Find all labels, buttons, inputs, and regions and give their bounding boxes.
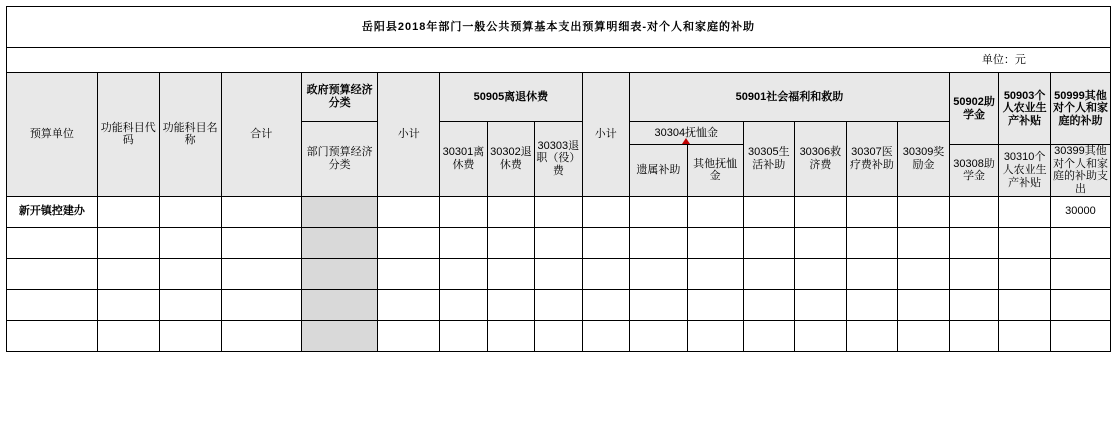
cell-50999[interactable] (1050, 258, 1110, 289)
cell-30306[interactable] (795, 289, 847, 320)
cell-50903[interactable] (999, 196, 1051, 227)
th-gov-budget-econ-class: 政府预算经济分类 (302, 73, 378, 122)
cell-30307[interactable] (846, 258, 898, 289)
table-row[interactable] (7, 227, 1111, 258)
cell-30305[interactable] (743, 320, 795, 351)
cell-50903[interactable] (999, 289, 1051, 320)
cell-function-code[interactable] (97, 196, 159, 227)
unit-label: 单位：元 (898, 48, 1111, 73)
cell-30304-yishu[interactable] (630, 227, 688, 258)
cell-50999[interactable] (1050, 289, 1110, 320)
cell-gov-econ[interactable] (302, 258, 378, 289)
cell-30302[interactable] (487, 196, 534, 227)
th-30302: 30302退休费 (487, 122, 534, 197)
cell-function-name[interactable] (159, 320, 221, 351)
cell-30309[interactable] (898, 196, 950, 227)
cell-30307[interactable] (846, 227, 898, 258)
cell-30306[interactable] (795, 196, 847, 227)
th-group-50903: 50903个人农业生产补贴 (999, 73, 1051, 145)
cell-30309[interactable] (898, 320, 950, 351)
cell-function-code[interactable] (97, 320, 159, 351)
cell-30307[interactable] (846, 289, 898, 320)
cell-30301[interactable] (440, 258, 487, 289)
unit-row-spacer (7, 48, 898, 73)
cell-subtotal-50901[interactable] (582, 258, 629, 289)
cell-function-code[interactable] (97, 227, 159, 258)
cell-subtotal-50901[interactable] (582, 196, 629, 227)
cell-subtotal-50901[interactable] (582, 320, 629, 351)
cell-30309[interactable] (898, 289, 950, 320)
th-30309: 30309奖励金 (898, 122, 950, 197)
cell-budget-unit[interactable] (7, 258, 98, 289)
th-group-50905: 50905离退休费 (440, 73, 582, 122)
th-function-name: 功能科目名称 (159, 73, 221, 197)
cell-30303[interactable] (535, 289, 582, 320)
th-50999-sub: 30399其他对个人和家庭的补助支出 (1050, 145, 1110, 197)
th-30307: 30307医疗费补助 (846, 122, 898, 197)
th-subtotal-50905: 小计 (378, 73, 440, 197)
cell-subtotal-50901[interactable] (582, 289, 629, 320)
cell-30305[interactable] (743, 227, 795, 258)
budget-table (6, 6, 1111, 352)
th-30305: 30305生活补助 (743, 122, 795, 197)
cell-gov-econ[interactable] (302, 320, 378, 351)
cell-function-name[interactable] (159, 258, 221, 289)
cell-30304-yishu[interactable] (630, 258, 688, 289)
th-group-50999: 50999其他对个人和家庭的补助 (1050, 73, 1110, 145)
cell-30309[interactable] (898, 227, 950, 258)
cell-function-name[interactable] (159, 227, 221, 258)
cell-30305[interactable] (743, 258, 795, 289)
cell-30301[interactable] (440, 227, 487, 258)
cell-total[interactable] (221, 258, 301, 289)
th-50903-sub: 30310个人农业生产补贴 (999, 145, 1051, 197)
cell-30301[interactable] (440, 196, 487, 227)
cell-30301[interactable] (440, 289, 487, 320)
cell-30305[interactable] (743, 289, 795, 320)
cell-50902[interactable] (949, 258, 999, 289)
cell-30307[interactable] (846, 320, 898, 351)
cell-budget-unit[interactable] (7, 227, 98, 258)
unit-row (7, 48, 1111, 73)
cell-30309[interactable] (898, 258, 950, 289)
cell-30304-yishu[interactable] (630, 196, 688, 227)
cell-30302[interactable] (487, 227, 534, 258)
cell-30304-other[interactable] (687, 289, 743, 320)
cell-subtotal-50901[interactable] (582, 227, 629, 258)
cell-gov-econ[interactable] (302, 227, 378, 258)
cell-30302[interactable] (487, 258, 534, 289)
th-budget-unit: 预算单位 (7, 73, 98, 197)
cell-budget-unit[interactable] (7, 289, 98, 320)
cell-50903[interactable] (999, 227, 1051, 258)
table-row[interactable] (7, 258, 1111, 289)
cell-30302[interactable] (487, 289, 534, 320)
cell-subtotal-50905[interactable] (378, 196, 440, 227)
cell-30305[interactable] (743, 196, 795, 227)
cell-30304-other[interactable] (687, 227, 743, 258)
cell-30306[interactable] (795, 320, 847, 351)
cell-30306[interactable] (795, 227, 847, 258)
header-row-1 (7, 73, 1111, 122)
table-row[interactable] (7, 320, 1111, 351)
th-30304-other: 其他抚恤金 (687, 145, 743, 197)
th-group-30304: 30304抚恤金 (630, 122, 743, 145)
th-group-50901: 50901社会福利和救助 (630, 73, 950, 122)
cell-function-name[interactable] (159, 196, 221, 227)
cell-total[interactable] (221, 196, 301, 227)
cell-30304-yishu[interactable] (630, 320, 688, 351)
cell-30304-yishu[interactable] (630, 289, 688, 320)
cell-gov-econ[interactable] (302, 289, 378, 320)
th-function-code: 功能科目代码 (97, 73, 159, 197)
cell-function-name[interactable] (159, 289, 221, 320)
th-30301: 30301离休费 (440, 122, 487, 197)
page-title: 岳阳县2018年部门一般公共预算基本支出预算明细表-对个人和家庭的补助 (7, 7, 1111, 48)
cell-30306[interactable] (795, 258, 847, 289)
cell-total[interactable] (221, 227, 301, 258)
cell-subtotal-50905[interactable] (378, 289, 440, 320)
cell-50999[interactable] (1050, 320, 1110, 351)
cell-function-code[interactable] (97, 289, 159, 320)
cell-30303[interactable] (535, 320, 582, 351)
cell-total[interactable] (221, 320, 301, 351)
cell-50902[interactable] (949, 196, 999, 227)
table-row[interactable] (7, 196, 1111, 227)
th-30303: 30303退职（役）费 (535, 122, 582, 197)
cell-subtotal-50905[interactable] (378, 320, 440, 351)
cell-30301[interactable] (440, 320, 487, 351)
cell-50902[interactable] (949, 289, 999, 320)
th-subtotal-50901: 小计 (582, 73, 629, 197)
cell-30303[interactable] (535, 196, 582, 227)
cell-budget-unit[interactable]: 新开镇控建办 (7, 196, 98, 227)
cell-30304-other[interactable] (687, 258, 743, 289)
cell-budget-unit[interactable] (7, 320, 98, 351)
cell-50902[interactable] (949, 320, 999, 351)
cell-total[interactable] (221, 289, 301, 320)
title-row (7, 7, 1111, 48)
th-total: 合计 (221, 73, 301, 197)
th-30306: 30306救济费 (795, 122, 847, 197)
cell-30303[interactable] (535, 258, 582, 289)
th-gov-budget-econ-class-sub: 部门预算经济分类 (302, 122, 378, 197)
cell-50903[interactable] (999, 320, 1051, 351)
cell-50999[interactable] (1050, 227, 1110, 258)
cell-subtotal-50905[interactable] (378, 227, 440, 258)
cell-30302[interactable] (487, 320, 534, 351)
cell-30304-other[interactable] (687, 320, 743, 351)
cell-30307[interactable] (846, 196, 898, 227)
cell-50999[interactable]: 30000 (1050, 196, 1110, 227)
th-group-50902: 50902助学金 (949, 73, 999, 145)
cell-50902[interactable] (949, 227, 999, 258)
cell-30303[interactable] (535, 227, 582, 258)
table-row[interactable] (7, 289, 1111, 320)
cell-50903[interactable] (999, 258, 1051, 289)
cell-subtotal-50905[interactable] (378, 258, 440, 289)
cell-gov-econ[interactable] (302, 196, 378, 227)
th-30304-yishu: 遗属补助 (630, 145, 688, 197)
th-50902-sub: 30308助学金 (949, 145, 999, 197)
cell-function-code[interactable] (97, 258, 159, 289)
cell-30304-other[interactable] (687, 196, 743, 227)
